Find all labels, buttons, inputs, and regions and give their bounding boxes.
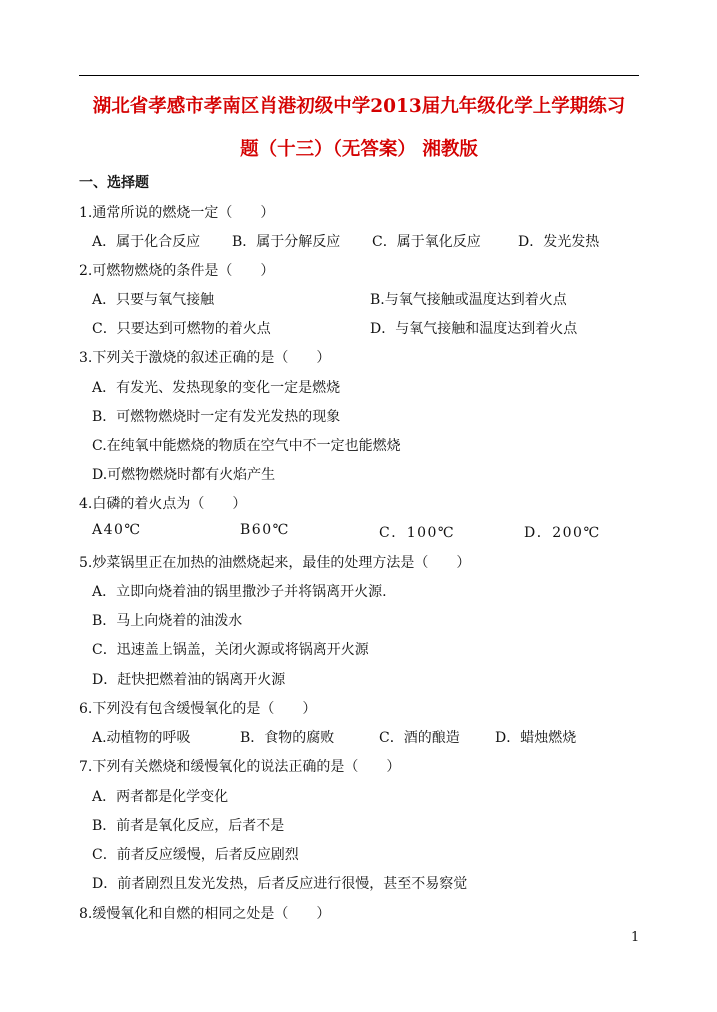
question-4-stem: 4.白磷的着火点为（ ） [79, 496, 247, 512]
question-2-option-d: D．与氧气接触和温度达到着火点 [370, 321, 578, 337]
question-6-option-c: C．酒的酿造 [379, 730, 460, 746]
header-rule [79, 75, 639, 76]
question-6-option-a: A.动植物的呼吸 [92, 730, 191, 746]
question-3-option-a: A．有发光、发热现象的变化一定是燃烧 [92, 380, 341, 396]
question-7-option-d: D．前者剧烈且发光发热，后者反应进行很慢，甚至不易察觉 [92, 876, 468, 892]
question-4-option-d: D．200℃ [524, 525, 601, 541]
question-5-option-c: C．迅速盖上锅盖，关闭火源或将锅离开火源 [92, 642, 369, 658]
question-7-option-c: C．前者反应缓慢，后者反应剧烈 [92, 847, 299, 863]
page-number: 1 [631, 930, 640, 945]
question-8-stem: 8.缓慢氧化和自燃的相同之处是（ ） [79, 906, 331, 922]
question-2-option-c: C．只要达到可燃物的着火点 [92, 321, 271, 337]
question-1-option-a: A．属于化合反应 [92, 234, 201, 250]
question-5-stem: 5.炒菜锅里正在加热的油燃烧起来，最佳的处理方法是（ ） [79, 555, 471, 571]
question-7-option-a: A．两者都是化学变化 [92, 789, 229, 805]
question-5-option-b: B．马上向烧着的油泼水 [92, 613, 243, 629]
question-3-option-d: D.可燃物燃烧时都有火焰产生 [92, 467, 276, 483]
question-3-option-c: C.在纯氧中能燃烧的物质在空气中不一定也能燃烧 [92, 438, 401, 454]
question-2-option-b: B.与氧气接触或温度达到着火点 [370, 292, 567, 308]
question-4-option-b: B60℃ [240, 522, 290, 538]
question-4-option-c: C．100℃ [379, 525, 456, 541]
question-1-option-c: C．属于氧化反应 [372, 234, 481, 250]
document-title-line-1: 湖北省孝感市孝南区肖港初级中学2013届九年级化学上学期练习 [92, 96, 626, 117]
question-6-option-d: D．蜡烛燃烧 [495, 730, 577, 746]
question-5-option-a: A．立即向烧着油的锅里撒沙子并将锅离开火源. [92, 584, 387, 600]
question-7-option-b: B．前者是氧化反应，后者不是 [92, 818, 285, 834]
question-3-option-b: B．可燃物燃烧时一定有发光发热的现象 [92, 409, 341, 425]
section-heading: 一、选择题 [79, 175, 149, 191]
question-2-option-a: A．只要与氧气接触 [92, 292, 215, 308]
document-title-line-2: 题（十三）（无答案） 湘教版 [240, 139, 478, 160]
question-7-stem: 7.下列有关燃烧和缓慢氧化的说法正确的是（ ） [79, 759, 401, 775]
question-5-option-d: D．赶快把燃着油的锅离开火源 [92, 672, 286, 688]
question-6-stem: 6.下列没有包含缓慢氧化的是（ ） [79, 701, 317, 717]
question-1-option-d: D．发光发热 [518, 234, 600, 250]
question-1-option-b: B．属于分解反应 [232, 234, 341, 250]
question-6-option-b: B．食物的腐败 [240, 730, 335, 746]
question-4-option-a: A40℃ [92, 522, 142, 538]
question-2-stem: 2.可燃物燃烧的条件是（ ） [79, 263, 275, 279]
question-1-stem: 1.通常所说的燃烧一定（ ） [79, 205, 275, 221]
question-3-stem: 3.下列关于激烧的叙述正确的是（ ） [79, 350, 331, 366]
